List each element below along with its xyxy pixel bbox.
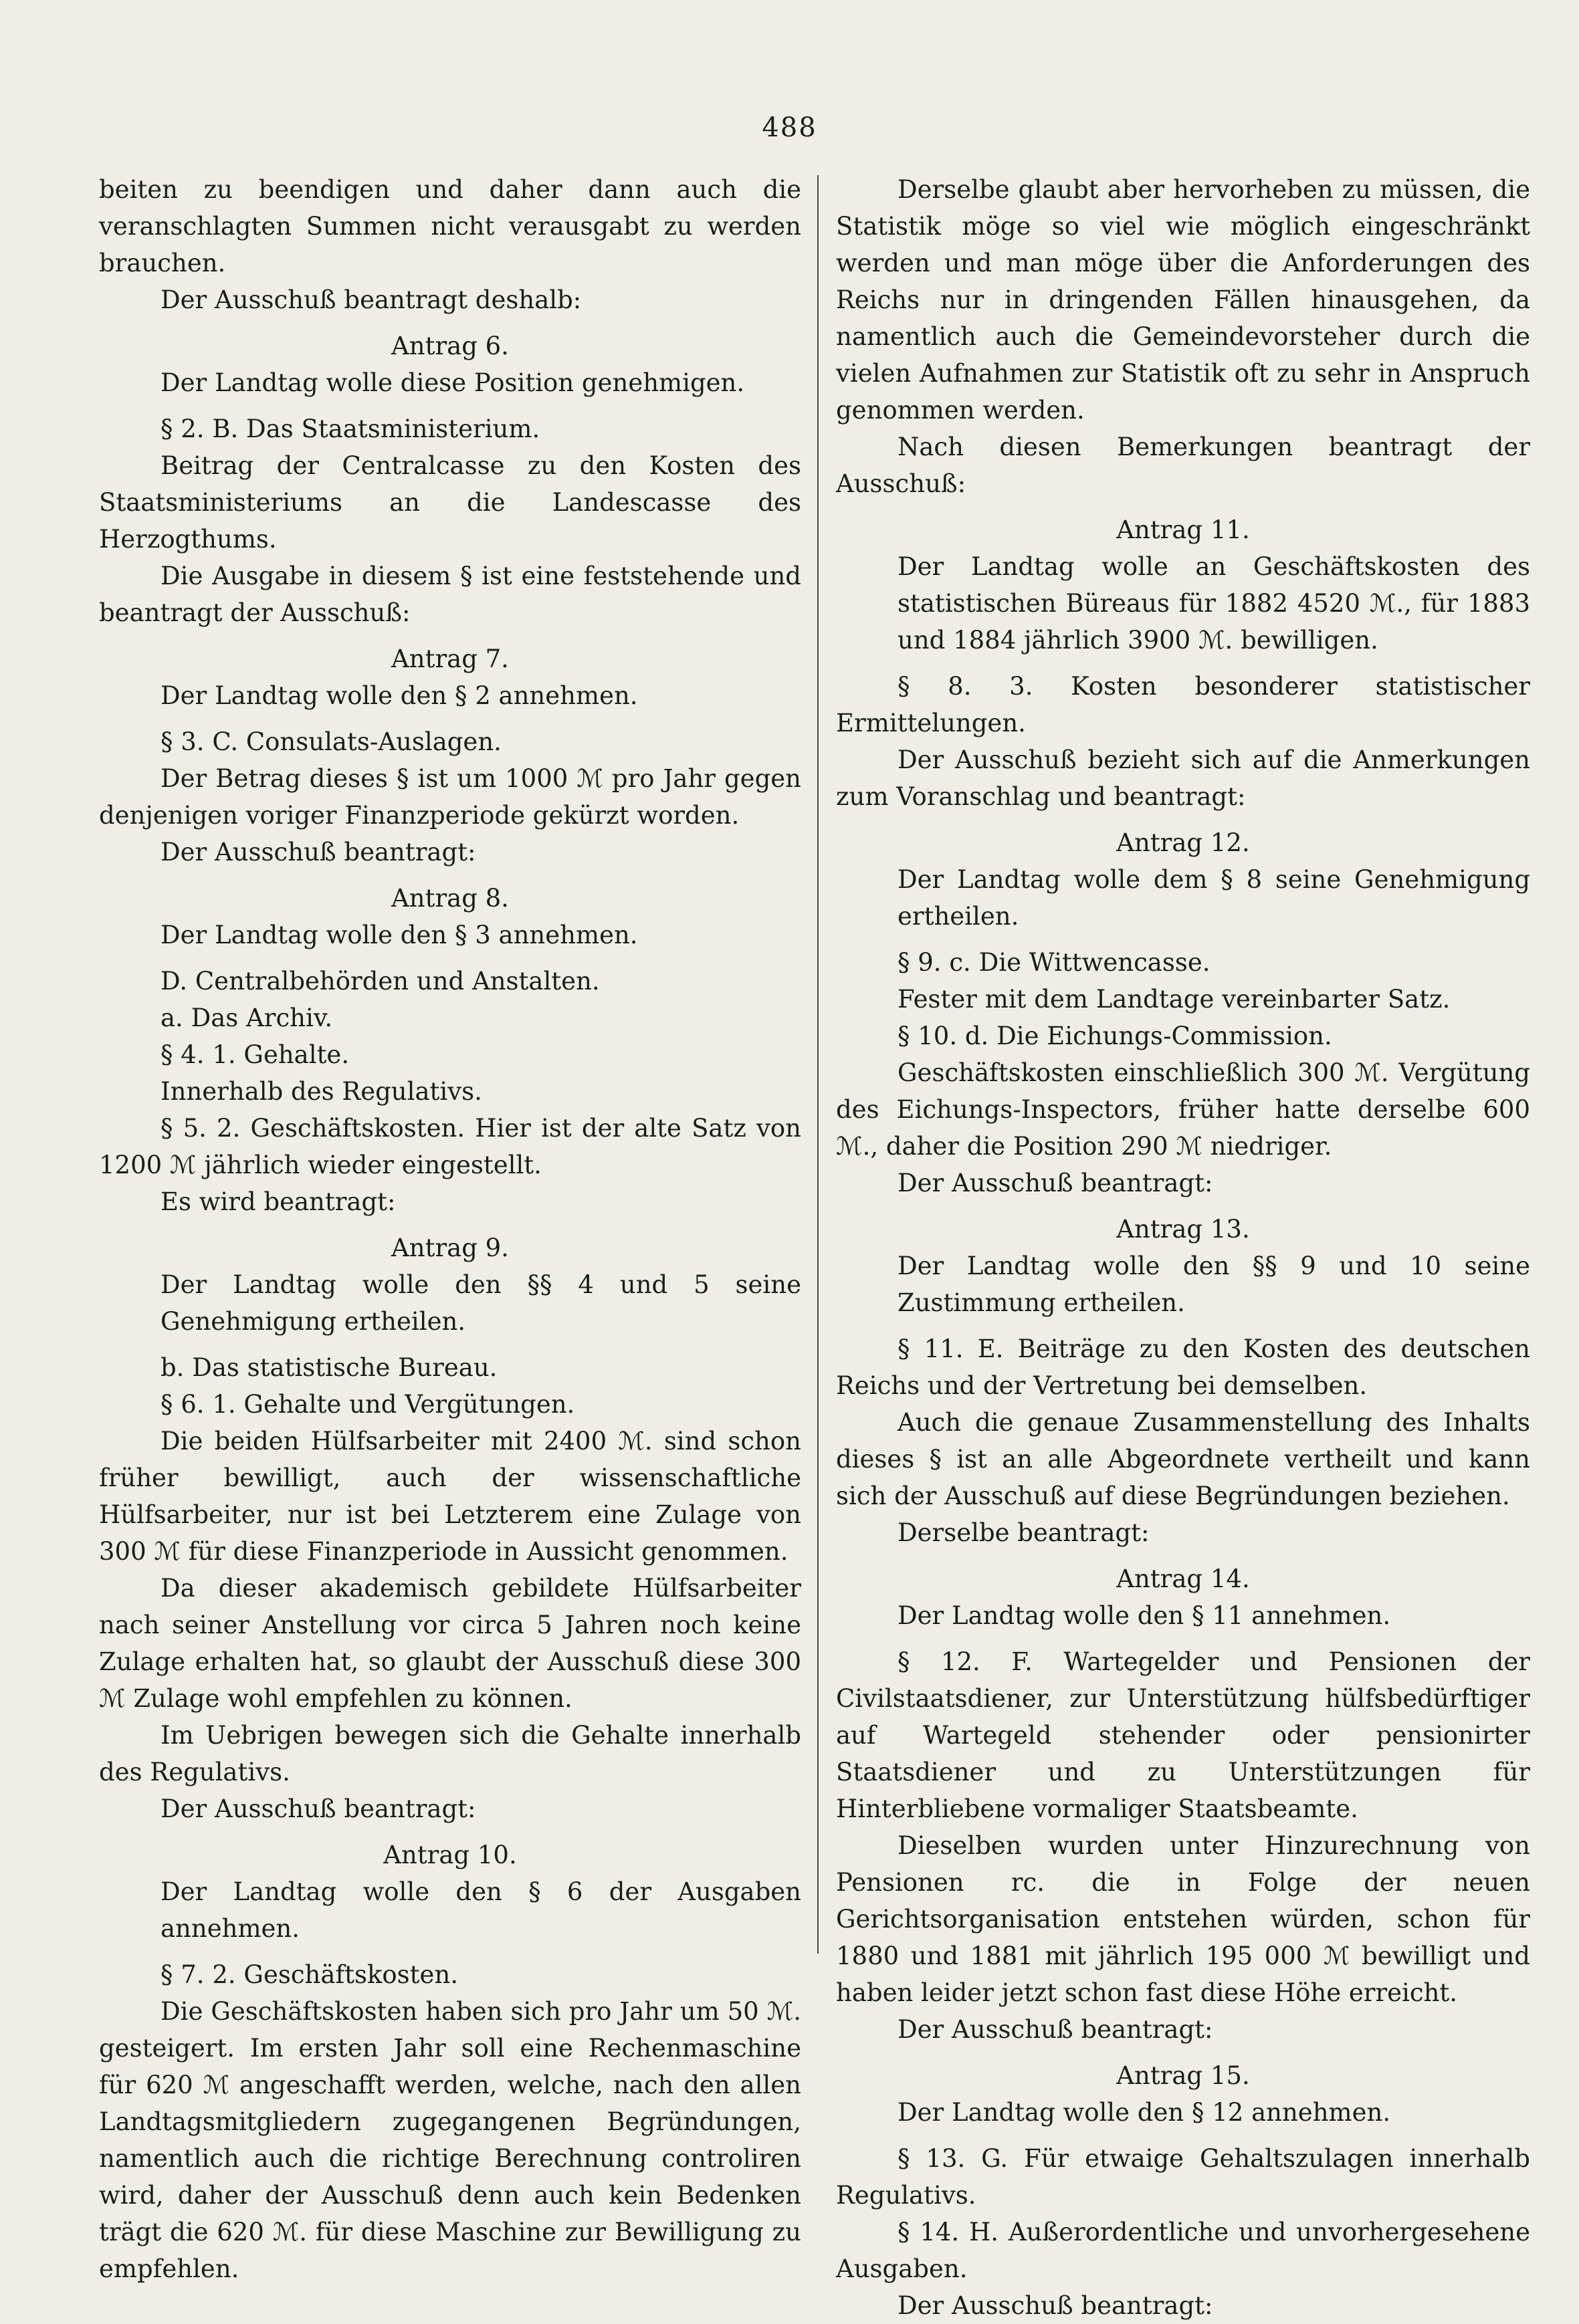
motion-text: Der Landtag wolle den § 12 annehmen. bbox=[898, 2098, 1391, 2127]
motion-heading: Antrag 6. bbox=[391, 332, 509, 360]
section-heading: § 2. B. Das Staatsministerium. bbox=[161, 415, 540, 443]
paragraph: § 14. H. Außerordentliche und unvorhergesehene Ausgaben. bbox=[836, 2218, 1530, 2283]
paragraph: beiten zu beendigen und daher dann auch die veranschlagten Summen nicht verausgabt zu werden brauchen. bbox=[99, 175, 801, 277]
motion-heading: Antrag 14. bbox=[1116, 1564, 1250, 1593]
left-column bbox=[99, 171, 801, 2287]
motion-heading: Antrag 7. bbox=[391, 645, 509, 673]
paragraph: Der Betrag dieses § ist um 1000 ℳ pro Jahr gegen denjenigen voriger Finanzperiode gekürzt worden. bbox=[99, 764, 801, 830]
paragraph: Innerhalb des Regulativs. bbox=[161, 1077, 482, 1106]
section-heading: § 9. c. Die Wittwencasse. bbox=[898, 948, 1210, 977]
motion-text: Der Landtag wolle den §§ 9 und 10 seine Zustimmung ertheilen. bbox=[898, 1252, 1530, 1317]
paragraph: § 13. G. Für etwaige Gehaltszulagen innerhalb Regulativs. bbox=[836, 2144, 1530, 2210]
paragraph: Derselbe glaubt aber hervorheben zu müssen, die Statistik möge so viel wie möglich eingeschränkt werden und man möge über die Anforderungen des Reichs nur in dringenden Fällen hinausgehen, da namentlich auch die Gemeindevorsteher durch die vielen Aufnahmen zur Statistik oft zu sehr in Anspruch genommen werden. bbox=[836, 175, 1530, 425]
paragraph: Die Ausgabe in diesem § ist eine feststehende und beantragt der Ausschuß: bbox=[99, 562, 801, 627]
motion-heading: Antrag 10. bbox=[383, 1841, 517, 1869]
paragraph: Geschäftskosten einschließlich 300 ℳ. Vergütung des Eichungs-Inspectors, früher hatte derselbe 600 ℳ., daher die Position 290 ℳ niedriger. bbox=[836, 1058, 1530, 1161]
paragraph: Im Uebrigen bewegen sich die Gehalte innerhalb des Regulativs. bbox=[99, 1721, 801, 1786]
motion-heading: Antrag 8. bbox=[391, 884, 509, 913]
section-heading: b. Das statistische Bureau. bbox=[161, 1353, 498, 1382]
motion-text: Der Landtag wolle den § 11 annehmen. bbox=[898, 1601, 1391, 1630]
paragraph: Auch die genaue Zusammenstellung des Inhalts dieses § ist an alle Abgeordnete vertheilt und kann sich der Ausschuß auf diese Begründungen beziehen. bbox=[836, 1408, 1530, 1510]
motion-text: Der Landtag wolle den §§ 4 und 5 seine Genehmigung ertheilen. bbox=[161, 1270, 801, 1336]
page-number: 488 bbox=[762, 112, 817, 143]
paragraph: § 12. F. Wartegelder und Pensionen der Civilstaatsdiener, zur Unterstützung hülfsbedürftiger auf Wartegeld stehender oder pensionirter Staatsdiener und zu Unterstützungen für Hinterbliebene vormaliger Staatsbeamte. bbox=[836, 1647, 1530, 1823]
section-heading: § 8. 3. Kosten besonderer statistischer Ermittelungen. bbox=[836, 672, 1530, 737]
motion-heading: Antrag 11. bbox=[1116, 515, 1250, 544]
motion-text: Der Landtag wolle den § 2 annehmen. bbox=[161, 681, 638, 710]
section-heading: D. Centralbehörden und Anstalten. bbox=[161, 967, 600, 996]
motion-heading: Antrag 12. bbox=[1116, 828, 1250, 857]
paragraph: Dieselben wurden unter Hinzurechnung von Pensionen rc. die in Folge der neuen Gerichtsorganisation entstehen würden, schon für 1880 und 1881 mit jährlich 195 000 ℳ bewilligt und haben leider jetzt schon fast diese Höhe erreicht. bbox=[836, 1831, 1530, 2007]
paragraph: Der Ausschuß beantragt: bbox=[898, 1169, 1213, 1197]
motion-heading: Antrag 9. bbox=[391, 1234, 509, 1262]
motion-text: Der Landtag wolle dem § 8 seine Genehmigung ertheilen. bbox=[898, 865, 1530, 931]
paragraph: Da dieser akademisch gebildete Hülfsarbeiter nach seiner Anstellung vor circa 5 Jahren noch keine Zulage erhalten hat, so glaubt der Ausschuß diese 300 ℳ Zulage wohl empfehlen zu können. bbox=[99, 1574, 801, 1713]
paragraph: § 11. E. Beiträge zu den Kosten des deutschen Reichs und der Vertretung bei demselben. bbox=[836, 1334, 1530, 1400]
section-heading: § 4. 1. Gehalte. bbox=[161, 1040, 350, 1069]
right-column bbox=[836, 171, 1530, 2324]
motion-text: Der Landtag wolle den § 6 der Ausgaben annehmen. bbox=[161, 1877, 801, 1943]
section-heading: § 10. d. Die Eichungs-Commission. bbox=[898, 1022, 1332, 1050]
paragraph: Der Ausschuß beantragt deshalb: bbox=[161, 285, 582, 314]
section-heading: a. Das Archiv. bbox=[161, 1004, 333, 1032]
column-divider bbox=[817, 175, 819, 1954]
section-heading: § 6. 1. Gehalte und Vergütungen. bbox=[161, 1390, 575, 1419]
paragraph: Der Ausschuß bezieht sich auf die Anmerkungen zum Voranschlag und beantragt: bbox=[836, 745, 1530, 811]
paragraph: Der Ausschuß beantragt: bbox=[161, 1794, 476, 1823]
motion-heading: Antrag 13. bbox=[1116, 1215, 1250, 1244]
paragraph: Es wird beantragt: bbox=[161, 1187, 396, 1216]
paragraph: Die Geschäftskosten haben sich pro Jahr um 50 ℳ. gesteigert. Im ersten Jahr soll eine Rechenmaschine für 620 ℳ angeschafft werden, welche, nach den allen Landtagsmitgliedern zugegangenen Begründungen, namentlich auch die richtige Berechnung controliren wird, daher der Ausschuß denn auch kein Bedenken trägt die 620 ℳ. für diese Maschine zur Bewilligung zu empfehlen. bbox=[99, 1997, 801, 2283]
paragraph: Die beiden Hülfsarbeiter mit 2400 ℳ. sind schon früher bewilligt, auch der wissenschaftliche Hülfsarbeiter, nur ist bei Letzterem eine Zulage von 300 ℳ für diese Finanzperiode in Aussicht genommen. bbox=[99, 1427, 801, 1566]
paragraph: Fester mit dem Landtage vereinbarter Satz. bbox=[898, 985, 1451, 1014]
paragraph: § 5. 2. Geschäftskosten. Hier ist der alte Satz von 1200 ℳ jährlich wieder eingestellt. bbox=[99, 1114, 801, 1179]
paragraph: Derselbe beantragt: bbox=[898, 1518, 1150, 1547]
motion-text: Der Landtag wolle den § 3 annehmen. bbox=[161, 921, 638, 949]
paragraph: Der Ausschuß beantragt: bbox=[898, 2291, 1213, 2320]
motion-heading: Antrag 15. bbox=[1116, 2061, 1250, 2090]
section-heading: § 3. C. Consulats-Auslagen. bbox=[161, 727, 502, 756]
paragraph: Nach diesen Bemerkungen beantragt der Ausschuß: bbox=[836, 433, 1530, 498]
paragraph: Der Ausschuß beantragt: bbox=[898, 2015, 1213, 2044]
section-heading: § 7. 2. Geschäftskosten. bbox=[161, 1960, 459, 1989]
paragraph: Der Ausschuß beantragt: bbox=[161, 838, 476, 866]
motion-text: Der Landtag wolle diese Position genehmigen. bbox=[161, 368, 745, 397]
motion-text: Der Landtag wolle an Geschäftskosten des statistischen Büreaus für 1882 4520 ℳ., für 1883 und 1884 jährlich 3900 ℳ. bewilligen. bbox=[898, 552, 1530, 655]
paragraph: Beitrag der Centralcasse zu den Kosten des Staatsministeriums an die Landescasse des Herzogthums. bbox=[99, 451, 801, 554]
